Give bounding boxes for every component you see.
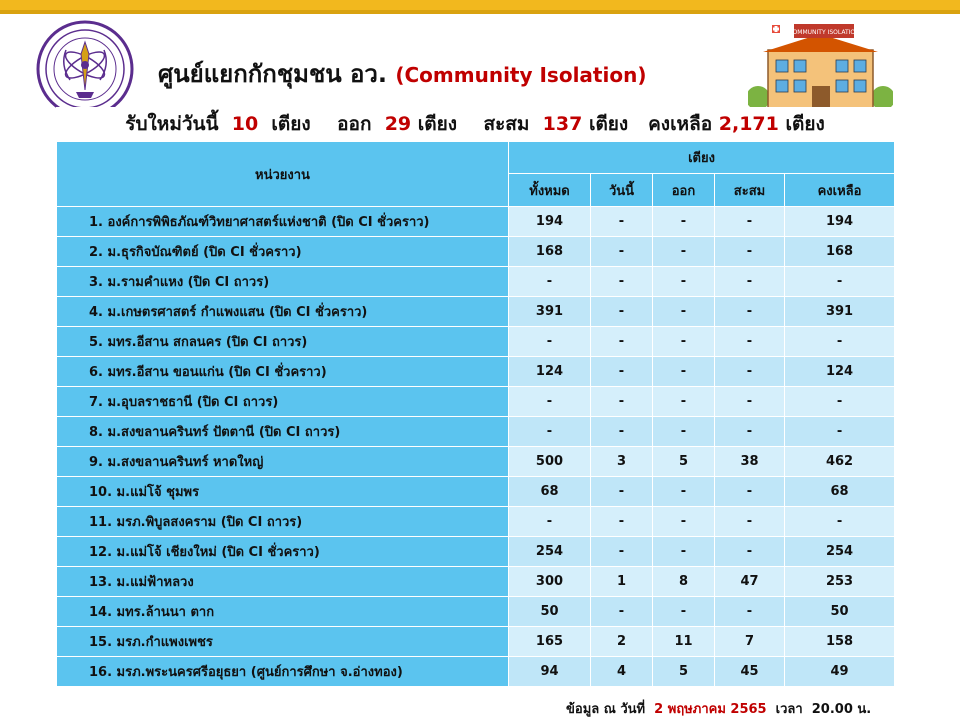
table-row (57, 357, 895, 387)
row-unit-name: 10. ม.แม่โจ้ ชุมพร (57, 477, 509, 507)
summary-cum-unit: เตียง (588, 113, 629, 135)
cell-out: 5 (653, 657, 715, 687)
title-thai: ศูนย์แยกกักชุมชน อว. (158, 60, 387, 88)
cell-total: 68 (509, 477, 591, 507)
table-row (57, 387, 895, 417)
cell-remain: 68 (785, 477, 895, 507)
col-header-total: ทั้งหมด (509, 174, 591, 207)
cell-remain: - (785, 387, 895, 417)
table-row (57, 447, 895, 477)
summary-out-value: 29 (384, 113, 412, 135)
cell-out: - (653, 597, 715, 627)
cell-out: 5 (653, 447, 715, 477)
summary-out-unit: เตียง (417, 113, 458, 135)
cell-remain: 49 (785, 657, 895, 687)
cell-today: - (591, 207, 653, 237)
cell-today: - (591, 267, 653, 297)
cell-out: - (653, 537, 715, 567)
cell-remain: 50 (785, 597, 895, 627)
footer-time: 20.00 น. (811, 702, 872, 717)
cell-remain: 391 (785, 297, 895, 327)
title-english: (Community Isolation) (395, 63, 647, 87)
cell-out: - (653, 327, 715, 357)
summary-out-label: ออก (337, 113, 372, 135)
row-unit-name: 7. ม.อุบลราชธานี (ปิด CI ถาวร) (57, 387, 509, 417)
row-unit-name: 11. มรภ.พิบูลสงคราม (ปิด CI ถาวร) (57, 507, 509, 537)
row-unit-name: 15. มรภ.กำแพงเพชร (57, 627, 509, 657)
cell-today: - (591, 357, 653, 387)
building-sign-text: COMMUNITY ISOLATION (788, 29, 860, 36)
cell-today: 2 (591, 627, 653, 657)
row-unit-name: 1. องค์การพิพิธภัณฑ์วิทยาศาสตร์แห่งชาติ (ปิด CI ชั่วคราว) (57, 207, 509, 237)
cell-remain: - (785, 267, 895, 297)
cell-remain: 254 (785, 537, 895, 567)
cell-cum: - (715, 207, 785, 237)
cell-remain: 124 (785, 357, 895, 387)
row-unit-name: 3. ม.รามคำแหง (ปิด CI ถาวร) (57, 267, 509, 297)
table-row (57, 237, 895, 267)
row-unit-name: 13. ม.แม่ฟ้าหลวง (57, 567, 509, 597)
summary-new-label: รับใหม่วันนี้ (125, 113, 219, 135)
cell-remain: 168 (785, 237, 895, 267)
cell-total: - (509, 387, 591, 417)
cell-today: - (591, 327, 653, 357)
cell-out: - (653, 477, 715, 507)
cell-cum: - (715, 357, 785, 387)
cell-cum: - (715, 297, 785, 327)
cell-today: - (591, 477, 653, 507)
cell-total: 254 (509, 537, 591, 567)
cell-out: - (653, 387, 715, 417)
table-row (57, 417, 895, 447)
cell-out: - (653, 417, 715, 447)
cell-today: - (591, 597, 653, 627)
table-body (57, 207, 895, 687)
summary-cum-value: 137 (542, 113, 583, 135)
table-row (57, 597, 895, 627)
cell-remain: - (785, 507, 895, 537)
row-unit-name: 2. ม.ธุรกิจบัณฑิตย์ (ปิด CI ชั่วคราว) (57, 237, 509, 267)
summary-remain-value: 2,171 (718, 113, 779, 135)
cell-total: 165 (509, 627, 591, 657)
cell-total: - (509, 417, 591, 447)
cell-total: 94 (509, 657, 591, 687)
top-stripe (0, 0, 960, 10)
row-unit-name: 8. ม.สงขลานครินทร์ ปัตตานี (ปิด CI ถาวร) (57, 417, 509, 447)
cell-total: 500 (509, 447, 591, 477)
cell-cum: 38 (715, 447, 785, 477)
cell-remain: 158 (785, 627, 895, 657)
cell-today: - (591, 297, 653, 327)
table-row (57, 297, 895, 327)
cell-total: - (509, 327, 591, 357)
data-timestamp (566, 698, 871, 719)
unit-column-header: หน่วยงาน (57, 142, 509, 207)
cell-out: - (653, 237, 715, 267)
col-header-out: ออก (653, 174, 715, 207)
summary-remain-label: คงเหลือ (648, 113, 713, 135)
row-unit-name: 14. มทร.ล้านนา ตาก (57, 597, 509, 627)
cell-total: - (509, 507, 591, 537)
cell-cum: - (715, 477, 785, 507)
cell-remain: 194 (785, 207, 895, 237)
row-unit-name: 6. มทร.อีสาน ขอนแก่น (ปิด CI ชั่วคราว) (57, 357, 509, 387)
table-row (57, 627, 895, 657)
cell-cum: - (715, 597, 785, 627)
cell-total: 168 (509, 237, 591, 267)
cell-out: 11 (653, 627, 715, 657)
summary-remain-unit: เตียง (785, 113, 825, 135)
top-stripe-shadow (0, 10, 960, 14)
cell-today: - (591, 507, 653, 537)
cell-total: 300 (509, 567, 591, 597)
table-row (57, 537, 895, 567)
cell-out: - (653, 357, 715, 387)
col-header-cumulative: สะสม (715, 174, 785, 207)
cell-cum: 7 (715, 627, 785, 657)
cell-out: - (653, 507, 715, 537)
row-unit-name: 12. ม.แม่โจ้ เชียงใหม่ (ปิด CI ชั่วคราว) (57, 537, 509, 567)
row-unit-name: 16. มรภ.พระนครศรีอยุธยา (ศูนย์การศึกษา จ.อ่างทอง) (57, 657, 509, 687)
table-row (57, 267, 895, 297)
cell-remain: - (785, 327, 895, 357)
footer-prefix: ข้อมูล ณ วันที่ (566, 702, 646, 717)
cell-cum: - (715, 507, 785, 537)
table-row (57, 327, 895, 357)
cell-cum: - (715, 537, 785, 567)
cell-total: 391 (509, 297, 591, 327)
cell-total: 194 (509, 207, 591, 237)
cell-today: - (591, 417, 653, 447)
row-unit-name: 4. ม.เกษตรศาสตร์ กำแพงแสน (ปิด CI ชั่วคราว) (57, 297, 509, 327)
table-row (57, 507, 895, 537)
cell-cum: - (715, 267, 785, 297)
row-unit-name: 9. ม.สงขลานครินทร์ หาดใหญ่ (57, 447, 509, 477)
table-row (57, 567, 895, 597)
beds-table (56, 141, 895, 687)
cell-cum: - (715, 387, 785, 417)
table-row (57, 477, 895, 507)
row-unit-name: 5. มทร.อีสาน สกลนคร (ปิด CI ถาวร) (57, 327, 509, 357)
cell-cum: - (715, 417, 785, 447)
footer-date: 2 พฤษภาคม 2565 (654, 702, 767, 717)
cell-out: 8 (653, 567, 715, 597)
page-title (158, 54, 646, 93)
cell-out: - (653, 207, 715, 237)
bed-group-header: เตียง (509, 142, 895, 174)
table-row (57, 207, 895, 237)
cell-today: - (591, 387, 653, 417)
col-header-today: วันนี้ (591, 174, 653, 207)
cell-cum: - (715, 237, 785, 267)
cell-today: 3 (591, 447, 653, 477)
summary-bar (56, 107, 894, 141)
cell-today: 1 (591, 567, 653, 597)
cell-remain: - (785, 417, 895, 447)
cell-today: 4 (591, 657, 653, 687)
cell-today: - (591, 237, 653, 267)
cell-cum: - (715, 327, 785, 357)
cell-remain: 462 (785, 447, 895, 477)
cell-today: - (591, 537, 653, 567)
cell-total: 50 (509, 597, 591, 627)
footer-time-label: เวลา (775, 702, 803, 717)
cell-remain: 253 (785, 567, 895, 597)
summary-new-value: 10 (231, 113, 259, 135)
table-row (57, 657, 895, 687)
cell-total: - (509, 267, 591, 297)
cell-total: 124 (509, 357, 591, 387)
community-isolation-building-icon (748, 20, 893, 120)
summary-new-unit: เตียง (271, 113, 311, 135)
cell-out: - (653, 297, 715, 327)
cell-out: - (653, 267, 715, 297)
ministry-seal-icon (36, 20, 134, 118)
cell-cum: 47 (715, 567, 785, 597)
summary-cum-label: สะสม (483, 113, 530, 135)
col-header-remaining: คงเหลือ (785, 174, 895, 207)
cell-cum: 45 (715, 657, 785, 687)
